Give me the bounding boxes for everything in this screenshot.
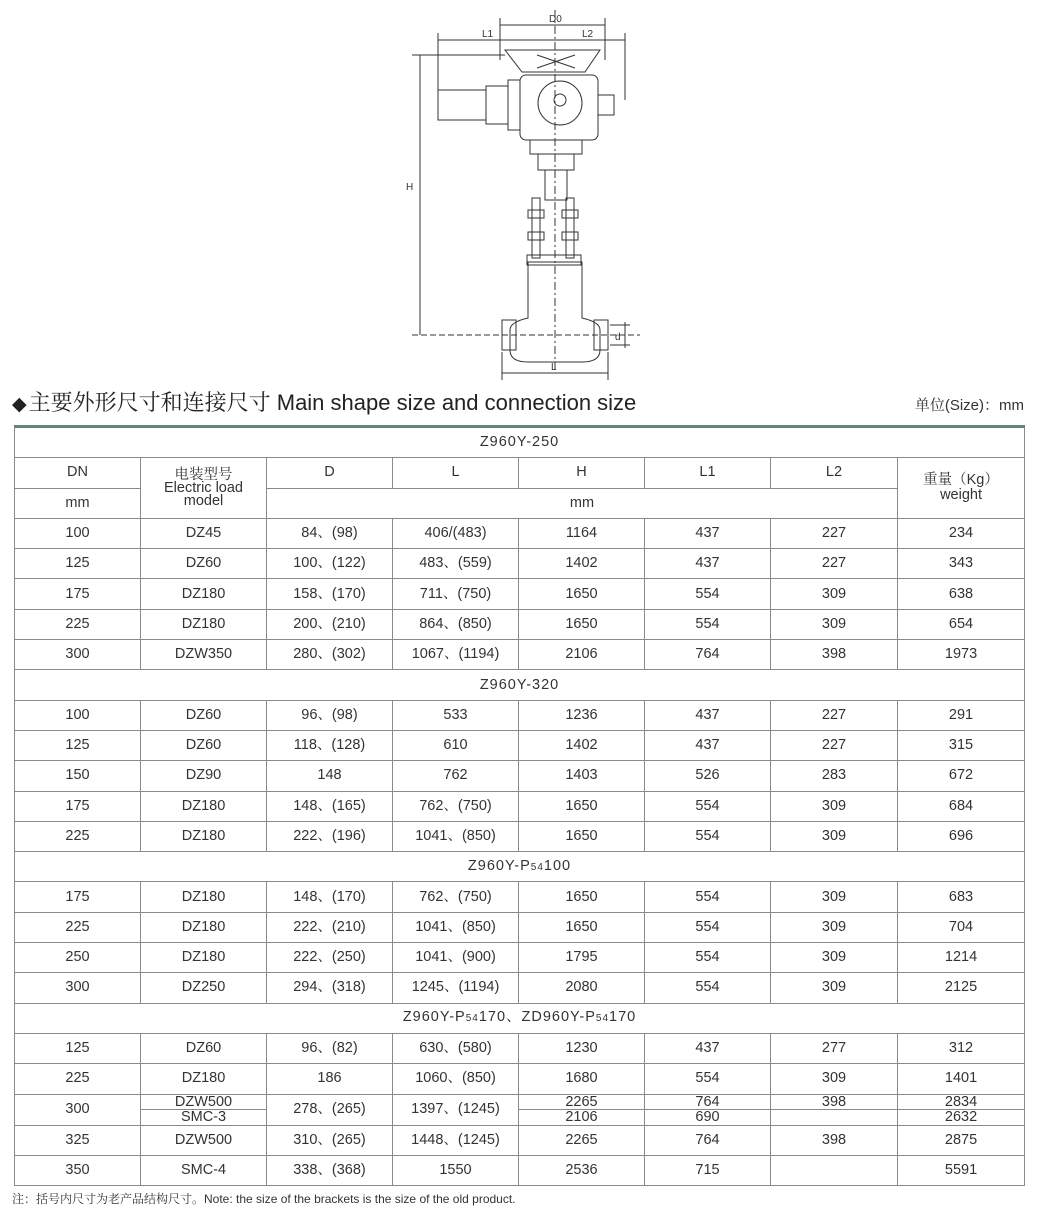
cell-h: 1650 [519,821,645,851]
cell-weight: 5591 [898,1156,1025,1186]
group-title-subscript: 54 [530,861,544,873]
section-heading [12,386,636,417]
cell-l: 1041、(900) [393,943,519,973]
table-row [15,1125,1025,1155]
cell-l: 1067、(1194) [393,640,519,670]
cell-d: 186 [267,1064,393,1094]
cell-l1-a: 764 [645,1095,770,1111]
cell-dn: 150 [15,761,141,791]
cell-weight-a: 2834 [898,1095,1024,1111]
cell-weight: 672 [898,761,1025,791]
cell-l1: 554 [645,821,771,851]
cell-dn: 325 [15,1125,141,1155]
cell-h: 1650 [519,912,645,942]
table-row [15,882,1025,912]
group-title-part: 100 [543,857,572,874]
cell-l1: 715 [645,1156,771,1186]
cell-dn: 125 [15,730,141,760]
cell-d: 310、(265) [267,1125,393,1155]
cell-weight: 315 [898,730,1025,760]
cell-l2: 283 [771,761,898,791]
cell-l1: 554 [645,912,771,942]
header-l2: L2 [771,458,898,488]
group-title-subscript: 54 [465,1013,479,1025]
header-dn: DN [15,458,141,488]
cell-l2: 309 [771,821,898,851]
cell-h-a: 2265 [519,1095,644,1111]
cell-d: 96、(98) [267,700,393,730]
cell-d: 222、(210) [267,912,393,942]
cell-h: 1164 [519,518,645,548]
cell-model: DZ180 [141,821,267,851]
cell-h-b: 2106 [565,1109,598,1126]
cell-model: DZ180 [141,882,267,912]
cell-l1: 554 [645,973,771,1003]
cell-l1: 526 [645,761,771,791]
table-row [15,518,1025,548]
cell-h: 1650 [519,609,645,639]
table-row [15,549,1025,579]
cell-l: 483、(559) [393,549,519,579]
cell-l: 762、(750) [393,882,519,912]
cell-h: 2536 [519,1156,645,1186]
header-dims-unit: mm [267,488,898,518]
cell-dn: 300 [15,1094,141,1125]
header-l1: L1 [645,458,771,488]
header-weight-cn: 重量（Kg） [923,472,999,489]
cell-dn: 225 [15,1064,141,1094]
diamond-icon: ◆ [12,394,27,415]
cell-d: 158、(170) [267,579,393,609]
cell-l1: 554 [645,943,771,973]
cell-l1-b: 690 [695,1109,720,1126]
cell-l: 1550 [393,1156,519,1186]
cell-dn: 225 [15,912,141,942]
cell-weight: 2875 [898,1125,1025,1155]
cell-model: DZ180 [141,943,267,973]
cell-model [141,1094,267,1125]
cell-weight: 312 [898,1033,1025,1063]
cell-h: 1650 [519,791,645,821]
cell-dn: 175 [15,882,141,912]
cell-dn: 125 [15,549,141,579]
group-title-subscript: 54 [595,1013,610,1025]
cell-model: DZ90 [141,761,267,791]
cell-dn: 175 [15,791,141,821]
cell-d: 118、(128) [267,730,393,760]
cell-weight [898,1094,1025,1125]
valve-drawing [400,0,640,385]
cell-l1 [645,1094,771,1125]
cell-l1: 554 [645,609,771,639]
cell-l1: 554 [645,579,771,609]
group-title-part: 170 [609,1009,637,1026]
cell-model: DZ180 [141,609,267,639]
cell-h: 1402 [519,730,645,760]
cell-d: 294、(318) [267,973,393,1003]
table-row [15,943,1025,973]
cell-l: 1448、(1245) [393,1125,519,1155]
cell-l: 1060、(850) [393,1064,519,1094]
cell-h: 1795 [519,943,645,973]
cell-l: 1245、(1194) [393,973,519,1003]
cell-l1: 554 [645,1064,771,1094]
cell-d: 222、(196) [267,821,393,851]
cell-l2: 398 [771,1125,898,1155]
cell-h: 1402 [519,549,645,579]
cell-l2 [771,1094,898,1125]
cell-h: 2080 [519,973,645,1003]
cell-model-a: DZW500 [141,1095,266,1111]
cell-model: DZ60 [141,730,267,760]
table-row [15,609,1025,639]
header-weight [898,458,1025,519]
table-row [15,1156,1025,1186]
cell-dn: 300 [15,973,141,1003]
cell-d: 148、(165) [267,791,393,821]
dim-d0-label: D0 [549,14,562,25]
cell-l: 762 [393,761,519,791]
cell-l2: 309 [771,579,898,609]
dim-d-label: d [615,332,621,343]
group-title-part: Z960Y-P [402,1009,466,1026]
cell-h [519,1094,645,1125]
cell-l1: 764 [645,640,771,670]
cell-model: DZW500 [141,1125,267,1155]
cell-dn: 175 [15,579,141,609]
cell-weight: 683 [898,882,1025,912]
header-model-en1: Electric load [164,479,243,496]
cell-weight: 234 [898,518,1025,548]
cell-d: 148、(170) [267,882,393,912]
group-title: Z960Y-320 [15,670,1025,700]
cell-d: 280、(302) [267,640,393,670]
cell-h: 1230 [519,1033,645,1063]
cell-weight: 291 [898,700,1025,730]
header-h: H [519,458,645,488]
header-weight-en: weight [940,487,982,504]
cell-l: 630、(580) [393,1033,519,1063]
cell-weight: 696 [898,821,1025,851]
cell-l: 533 [393,700,519,730]
cell-dn: 300 [15,640,141,670]
table-row [15,821,1025,851]
header-l: L [393,458,519,488]
cell-l: 406/(483) [393,518,519,548]
cell-l: 610 [393,730,519,760]
cell-l1: 437 [645,518,771,548]
cell-h: 1680 [519,1064,645,1094]
cell-h: 2106 [519,640,645,670]
cell-model: DZ180 [141,1064,267,1094]
cell-weight: 2125 [898,973,1025,1003]
cell-model: DZ60 [141,549,267,579]
cell-l1: 764 [645,1125,771,1155]
table-row [15,1094,1025,1125]
dim-h-label: H [406,182,414,193]
header-model-cn: 电装型号 [174,466,233,483]
group-row [15,670,1025,700]
table-row [15,791,1025,821]
cell-dn: 250 [15,943,141,973]
header-row [15,458,1025,488]
cell-l2: 309 [771,882,898,912]
group-title [15,1003,1025,1033]
cell-model: DZ60 [141,700,267,730]
cell-l2-a: 398 [771,1095,897,1111]
cell-dn: 225 [15,821,141,851]
cell-l2: 227 [771,700,898,730]
dim-l-label: L [551,362,557,373]
cell-dn: 225 [15,609,141,639]
cell-l: 1041、(850) [393,912,519,942]
group-row [15,1003,1025,1033]
cell-l1: 554 [645,882,771,912]
dimension-table [14,425,1025,1186]
cell-weight: 1973 [898,640,1025,670]
unit-label: 单位(Size)：mm [914,397,1024,414]
cell-weight: 684 [898,791,1025,821]
cell-l2: 309 [771,609,898,639]
cell-model: DZ45 [141,518,267,548]
cell-model-b: SMC-3 [180,1109,227,1126]
cell-l2: 227 [771,549,898,579]
cell-dn: 100 [15,518,141,548]
table-row [15,912,1025,942]
cell-h: 2265 [519,1125,645,1155]
cell-d: 200、(210) [267,609,393,639]
footnote: 注：括号内尺寸为老产品结构尺寸。Note: the size of the brackets is the size of the old product. [12,1192,516,1206]
cell-l1: 554 [645,791,771,821]
cell-model: DZ180 [141,579,267,609]
cell-h: 1650 [519,882,645,912]
group-title: Z960Y-250 [15,427,1025,458]
cell-l2: 398 [771,640,898,670]
cell-l1: 437 [645,1033,771,1063]
table-row [15,700,1025,730]
cell-model: DZ60 [141,1033,267,1063]
cell-l: 1397、(1245) [393,1094,519,1125]
cell-l: 864、(850) [393,609,519,639]
cell-h: 1403 [519,761,645,791]
cell-d: 84、(98) [267,518,393,548]
table-row [15,1033,1025,1063]
cell-h: 1236 [519,700,645,730]
cell-l2: 309 [771,943,898,973]
cell-weight: 704 [898,912,1025,942]
table-row [15,761,1025,791]
section-title: 主要外形尺寸和连接尺寸 Main shape size and connection size [28,390,637,415]
table-row [15,973,1025,1003]
cell-d: 96、(82) [267,1033,393,1063]
cell-d: 222、(250) [267,943,393,973]
cell-weight: 638 [898,579,1025,609]
cell-l2 [771,1156,898,1186]
cell-dn: 125 [15,1033,141,1063]
header-dn-unit: mm [15,488,141,518]
cell-weight: 1401 [898,1064,1025,1094]
cell-l1: 437 [645,549,771,579]
table-row [15,579,1025,609]
group-title-part: 170、ZD960Y-P [478,1009,596,1026]
cell-model: DZ250 [141,973,267,1003]
group-row [15,427,1025,458]
dim-l1-label: L1 [482,29,494,40]
cell-l2: 309 [771,1064,898,1094]
header-model-en2: model [183,492,224,509]
cell-l: 762、(750) [393,791,519,821]
cell-weight-b: 2632 [944,1109,978,1126]
cell-model: DZW350 [141,640,267,670]
table-row [15,730,1025,760]
cell-l2: 227 [771,518,898,548]
header-d: D [267,458,393,488]
cell-l2: 227 [771,730,898,760]
cell-model: SMC-4 [141,1156,267,1186]
header-model [141,458,267,519]
group-title-part: Z960Y-P [467,857,531,874]
cell-dn: 100 [15,700,141,730]
cell-weight: 1214 [898,943,1025,973]
cell-l2: 309 [771,912,898,942]
cell-l2-b [771,1110,897,1125]
group-row [15,852,1025,882]
cell-l: 1041、(850) [393,821,519,851]
cell-d: 148 [267,761,393,791]
table-row [15,1064,1025,1094]
cell-h: 1650 [519,579,645,609]
cell-d: 100、(122) [267,549,393,579]
cell-d: 278、(265) [267,1094,393,1125]
cell-weight: 654 [898,609,1025,639]
cell-l2: 309 [771,973,898,1003]
cell-l1: 437 [645,730,771,760]
cell-d: 338、(368) [267,1156,393,1186]
cell-model: DZ180 [141,791,267,821]
cell-l2: 309 [771,791,898,821]
cell-weight: 343 [898,549,1025,579]
cell-l: 711、(750) [393,579,519,609]
cell-l1: 437 [645,700,771,730]
dim-l2-label: L2 [582,29,594,40]
group-title [15,852,1025,882]
table-row [15,640,1025,670]
cell-l2: 277 [771,1033,898,1063]
cell-dn: 350 [15,1156,141,1186]
cell-model: DZ180 [141,912,267,942]
